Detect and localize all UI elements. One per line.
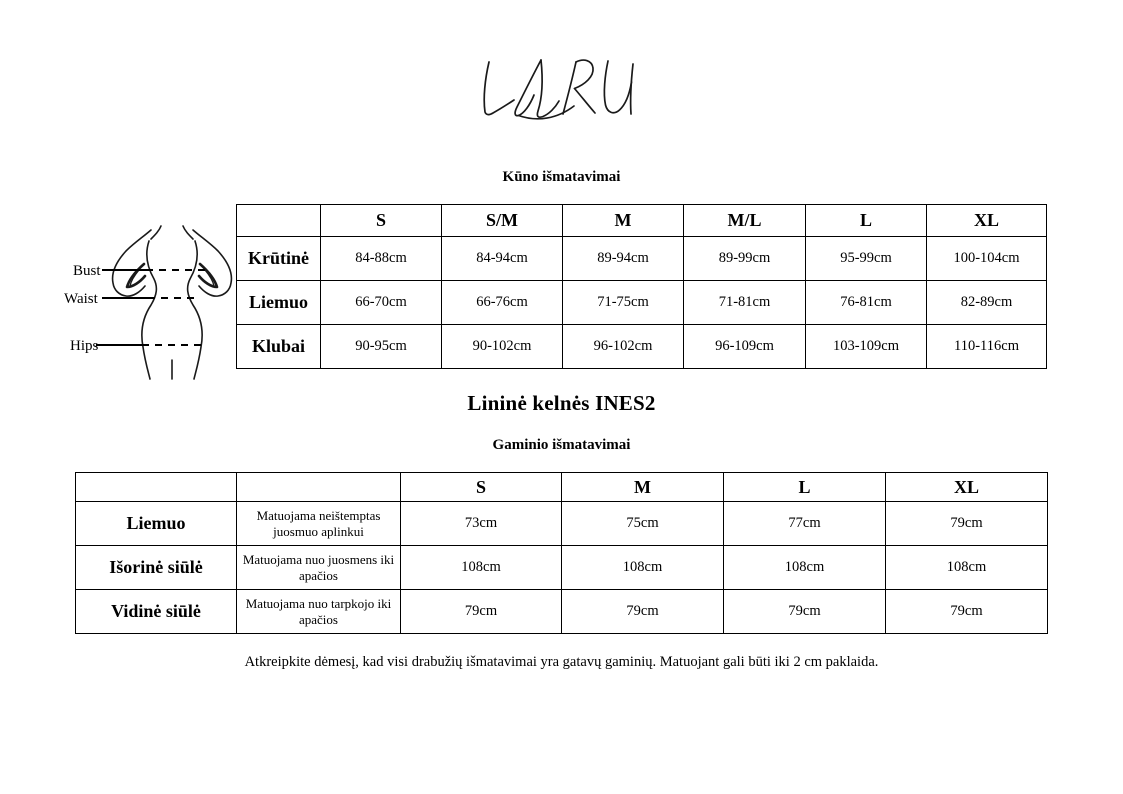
table-row [237, 325, 1047, 369]
brand-logo-script-icon [477, 55, 649, 133]
measurement-cell: 108cm [724, 546, 886, 590]
header-cell-empty [237, 473, 401, 502]
figure-label-waist: Waist [64, 291, 98, 307]
measurement-cell: 100-104cm [927, 237, 1047, 281]
row-label-waist: Liemuo [76, 502, 237, 546]
brand-logo [477, 55, 649, 133]
table-header-row [237, 205, 1047, 237]
measurement-cell: 90-95cm [321, 325, 442, 369]
measure-description: Matuojama nuo juosmens iki apačios [237, 546, 401, 590]
measurement-cell: 79cm [724, 590, 886, 634]
measurement-cell: 103-109cm [806, 325, 927, 369]
table-row [76, 546, 1048, 590]
header-cell-size: XL [927, 205, 1047, 237]
header-cell-size: M [563, 205, 684, 237]
measurement-cell: 90-102cm [442, 325, 563, 369]
measurement-cell: 66-76cm [442, 281, 563, 325]
header-cell-size: S [401, 473, 562, 502]
measurement-cell: 76-81cm [806, 281, 927, 325]
measurement-cell: 84-88cm [321, 237, 442, 281]
measurement-cell: 108cm [401, 546, 562, 590]
row-label-outer-seam: Išorinė siūlė [76, 546, 237, 590]
measurement-cell: 66-70cm [321, 281, 442, 325]
tolerance-note: Atkreipkite dėmesį, kad visi drabužių išmatavimai yra gatavų gaminių. Matuojant gali būti iki 2 cm paklaida. [244, 654, 879, 670]
body-figure-icon [62, 224, 238, 382]
header-cell-size: L [724, 473, 886, 502]
measurement-cell: 84-94cm [442, 237, 563, 281]
product-measurements-heading: Gaminio išmatavimai [492, 437, 631, 453]
header-cell-empty [76, 473, 237, 502]
product-title: Lininė kelnės INES2 [467, 391, 656, 415]
measurement-cell: 108cm [562, 546, 724, 590]
measurement-cell: 79cm [401, 590, 562, 634]
measurement-cell: 79cm [886, 590, 1048, 634]
measurement-cell: 79cm [886, 502, 1048, 546]
measure-description: Matuojama neištemptas juosmuo aplinkui [237, 502, 401, 546]
measurement-cell: 110-116cm [927, 325, 1047, 369]
measurement-cell: 89-99cm [684, 237, 806, 281]
header-cell-size: S/M [442, 205, 563, 237]
figure-label-hips: Hips [70, 338, 99, 354]
measurement-cell: 96-102cm [563, 325, 684, 369]
figure-label-bust: Bust [73, 263, 101, 279]
body-measurements-heading: Kūno išmatavimai [502, 169, 621, 185]
table-row [76, 502, 1048, 546]
row-label-bust: Krūtinė [237, 237, 321, 281]
measurement-cell: 73cm [401, 502, 562, 546]
header-cell-empty [237, 205, 321, 237]
measurement-cell: 95-99cm [806, 237, 927, 281]
row-label-inner-seam: Vidinė siūlė [76, 590, 237, 634]
measurement-cell: 96-109cm [684, 325, 806, 369]
header-cell-size: L [806, 205, 927, 237]
header-cell-size: S [321, 205, 442, 237]
row-label-waist: Liemuo [237, 281, 321, 325]
measurement-cell: 79cm [562, 590, 724, 634]
measurement-cell: 71-81cm [684, 281, 806, 325]
table-row [237, 281, 1047, 325]
measurement-cell: 71-75cm [563, 281, 684, 325]
measurement-cell: 77cm [724, 502, 886, 546]
table-header-row [76, 473, 1048, 502]
table-row [76, 590, 1048, 634]
table-row [237, 237, 1047, 281]
measurement-cell: 89-94cm [563, 237, 684, 281]
measurement-cell: 108cm [886, 546, 1048, 590]
row-label-hips: Klubai [237, 325, 321, 369]
header-cell-size: M/L [684, 205, 806, 237]
header-cell-size: M [562, 473, 724, 502]
product-measurements-table [75, 472, 1048, 634]
body-measurements-table [236, 204, 1047, 369]
header-cell-size: XL [886, 473, 1048, 502]
body-figure-diagram [62, 224, 238, 382]
measurement-cell: 82-89cm [927, 281, 1047, 325]
measure-description: Matuojama nuo tarpkojo iki apačios [237, 590, 401, 634]
measurement-cell: 75cm [562, 502, 724, 546]
